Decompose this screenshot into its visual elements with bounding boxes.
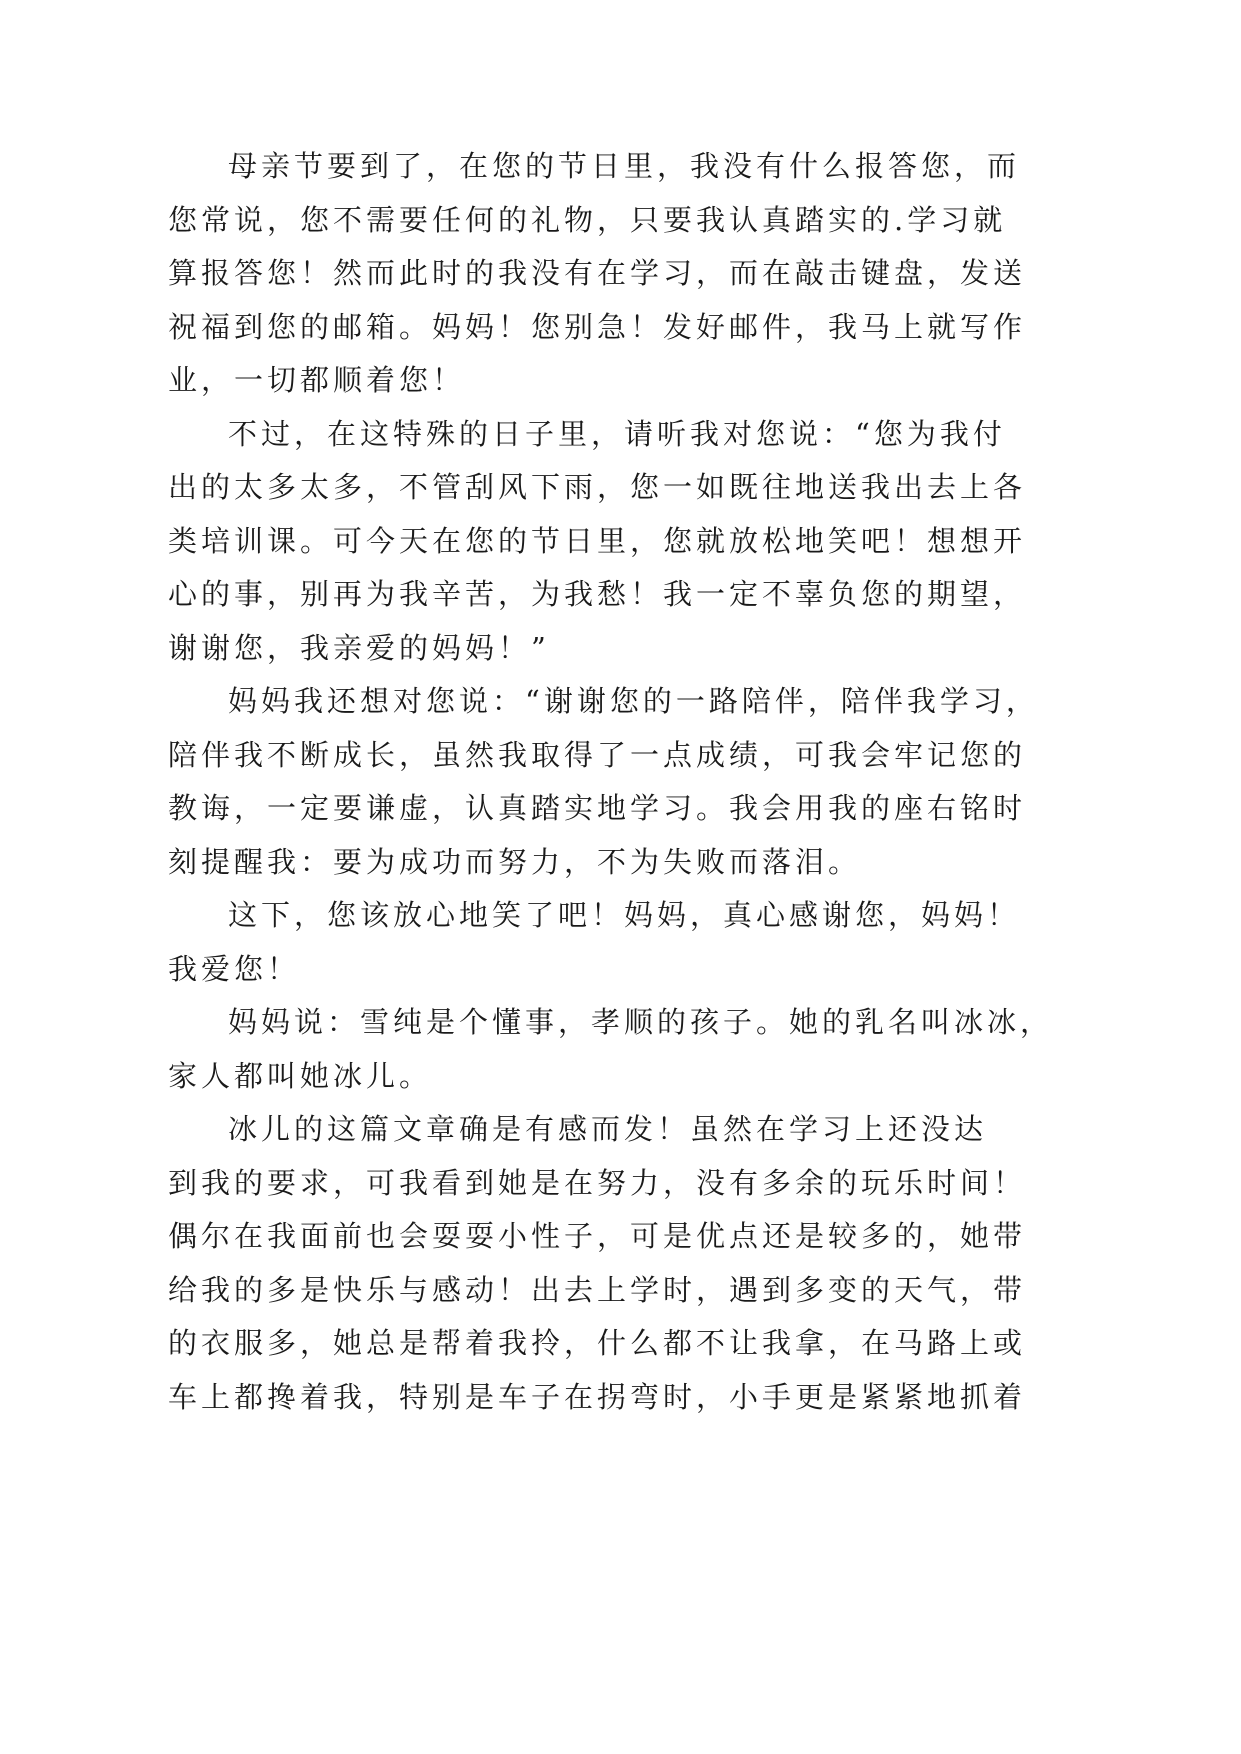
text-line: 祝福到您的邮箱。妈妈！您别急！发好邮件，我马上就写作 <box>168 309 1027 344</box>
paragraph <box>168 675 1039 889</box>
paragraph <box>168 140 1027 408</box>
text-line: 家人都叫她冰儿。 <box>168 1058 433 1093</box>
text-line: 这下，您该放心地笑了吧！妈妈，真心感谢您，妈妈！ <box>228 898 1021 932</box>
document-body <box>168 140 1054 1424</box>
text-line: 我爱您！ <box>168 951 301 986</box>
paragraph <box>168 408 1027 676</box>
text-line: 不过，在这特殊的日子里，请听我对您说：“您为我付 <box>228 416 1006 451</box>
text-line: 车上都搀着我，特别是车子在拐弯时，小手更是紧紧地抓着 <box>168 1379 1027 1414</box>
text-line: 算报答您！然而此时的我没有在学习，而在敲击键盘，发送 <box>168 256 1027 290</box>
text-line: 妈妈我还想对您说：“谢谢您的一路陪伴，陪伴我学习， <box>228 684 1039 718</box>
paragraph <box>168 889 1021 996</box>
text-line: 心的事，别再为我辛苦，为我愁！我一定不辜负您的期望， <box>168 577 1027 611</box>
paragraph <box>168 996 1054 1103</box>
text-line: 刻提醒我：要为成功而努力，不为失败而落泪。 <box>168 844 862 879</box>
text-line: 母亲节要到了，在您的节日里，我没有什么报答您，而 <box>228 149 1021 183</box>
text-line: 出的太多太多，不管刮风下雨，您一如既往地送我出去上各 <box>168 470 1027 504</box>
text-line: 冰儿的这篇文章确是有感而发！虽然在学习上还没达 <box>228 1112 988 1146</box>
text-line: 谢谢您，我亲爱的妈妈！” <box>168 630 550 665</box>
text-line: 业，一切都顺着您！ <box>168 363 466 397</box>
text-line: 的衣服多，她总是帮着我拎，什么都不让我拿，在马路上或 <box>168 1326 1027 1360</box>
text-line: 陪伴我不断成长，虽然我取得了一点成绩，可我会牢记您的 <box>168 737 1027 772</box>
text-line: 给我的多是快乐与感动！出去上学时，遇到多变的天气，带 <box>168 1272 1027 1307</box>
text-line: 您常说，您不需要任何的礼物，只要我认真踏实的.学习就 <box>168 202 1007 237</box>
text-line: 妈妈说：雪纯是个懂事，孝顺的孩子。她的乳名叫冰冰， <box>228 1005 1054 1039</box>
text-line: 到我的要求，可我看到她是在努力，没有多余的玩乐时间！ <box>168 1165 1027 1200</box>
paragraph <box>168 1103 1027 1424</box>
text-line: 偶尔在我面前也会耍耍小性子，可是优点还是较多的，她带 <box>168 1219 1027 1253</box>
text-line: 类培训课。可今天在您的节日里，您就放松地笑吧！想想开 <box>168 523 1027 558</box>
text-line: 教诲，一定要谦虚，认真踏实地学习。我会用我的座右铭时 <box>168 791 1027 825</box>
